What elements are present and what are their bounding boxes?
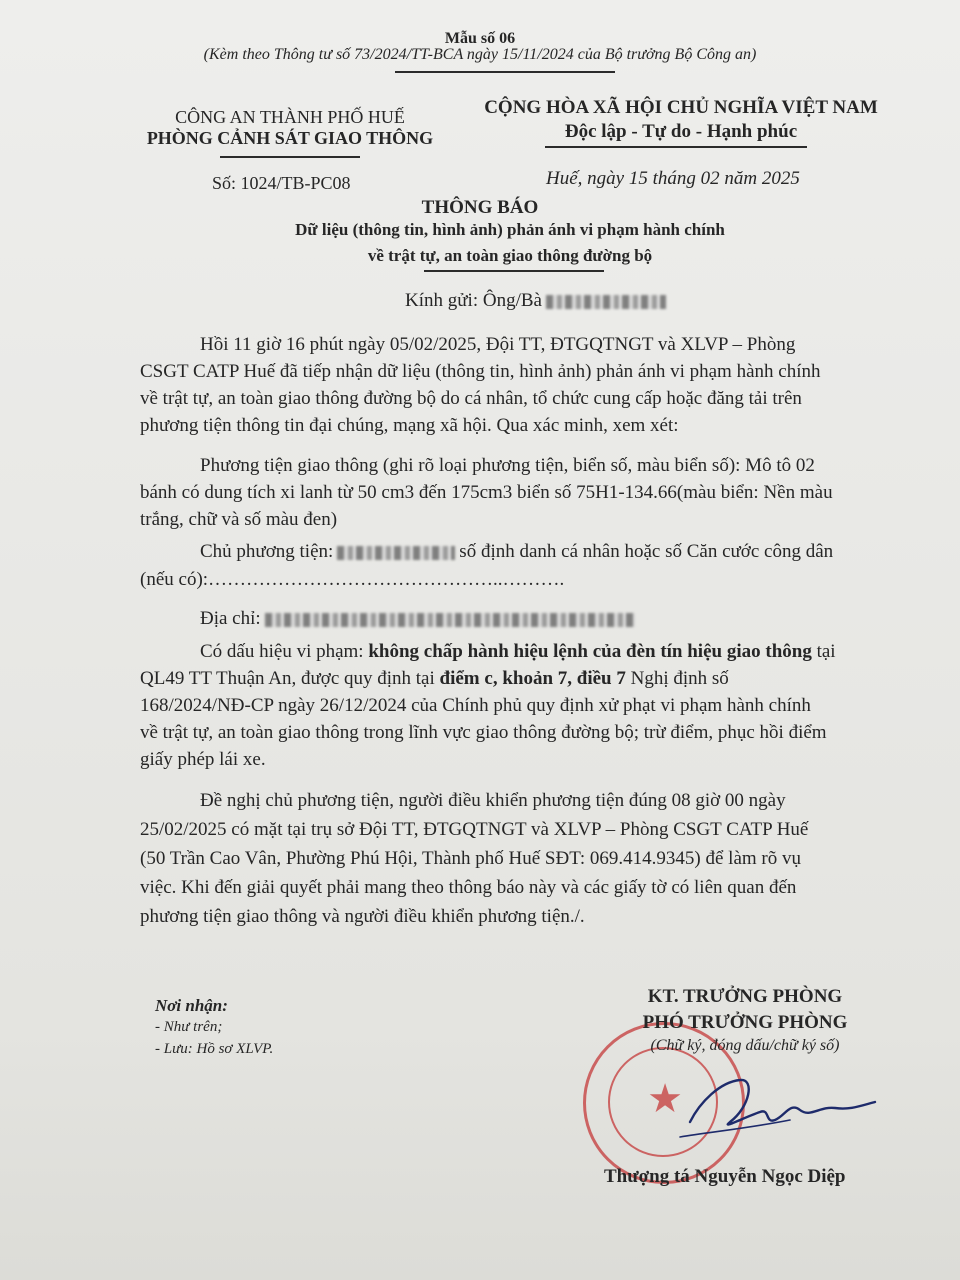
paragraph-line: (50 Trần Cao Vân, Phường Phú Hội, Thành phố Huế SĐT: 069.414.9345) để làm rõ vụ (140, 848, 801, 869)
violation-description: không chấp hành hiệu lệnh của đèn tín hiệu giao thông (368, 641, 812, 662)
paragraph-line: Đề nghị chủ phương tiện, người điều khiển phương tiện đúng 08 giờ 00 ngày (200, 790, 786, 811)
violation-article: điểm c, khoản 7, điều 7 (439, 668, 626, 689)
signature-note: (Chữ ký, đóng dấu/chữ ký số) (650, 1037, 840, 1054)
signature-title: KT. TRƯỞNG PHÒNG (647, 986, 843, 1007)
paragraph-line: về trật tự, an toàn giao thông đường bộ do cá nhân, tổ chức cung cấp hoặc đăng tải trên (140, 388, 802, 409)
violation-label: Có dấu hiệu vi phạm: (200, 641, 364, 662)
paragraph-line: phương tiện thông tin đại chúng, mạng xã hội. Qua xác minh, xem xét: (140, 415, 679, 436)
redacted-owner (337, 546, 455, 560)
signature-subtitle: PHÓ TRƯỞNG PHÒNG (642, 1012, 848, 1033)
divider (395, 71, 615, 73)
divider (220, 156, 360, 158)
document-subtitle-2: về trật tự, an toàn giao thông đường bộ (367, 246, 653, 265)
paragraph-line: phương tiện giao thông và người điều khiển phương tiện./. (140, 906, 585, 927)
violation-line (140, 668, 900, 690)
redacted-address (265, 613, 635, 627)
paragraph-line: 25/02/2025 có mặt tại trụ sở Đội TT, ĐTGQTNGT và XLVP – Phòng CSGT CATP Huế (140, 819, 809, 840)
document-subtitle-1: Dữ liệu (thông tin, hình ảnh) phản ánh vi phạm hành chính (295, 220, 725, 239)
form-number: Mẫu số 06 (444, 30, 516, 47)
star-icon: ★ (647, 1076, 683, 1121)
redacted-name (546, 295, 666, 309)
paragraph-line: giấy phép lái xe. (140, 749, 266, 770)
recipients-title: Nơi nhận: (155, 996, 228, 1015)
owner-line (140, 541, 900, 563)
paragraph-line: 168/2024/NĐ-CP ngày 26/12/2024 của Chính phủ quy định xử phạt vi phạm hành chính (140, 695, 811, 716)
address-line (140, 608, 900, 630)
violation-tail: tại (816, 641, 836, 662)
document-title: THÔNG BÁO (421, 197, 539, 218)
paragraph-line: bánh có dung tích xi lanh từ 50 cm3 đến 175cm3 biển số 75H1-134.66(màu biển: Nền màu (140, 482, 833, 503)
recipient-item: - Như trên; (155, 1019, 223, 1035)
signer-name: Thượng tá Nguyễn Ngọc Diệp (604, 1166, 846, 1187)
owner-label: Chủ phương tiện: (200, 541, 334, 562)
paragraph-line: việc. Khi đến giải quyết phải mang theo thông báo này và các giấy tờ có liên quan đến (140, 877, 797, 898)
nation-motto: Độc lập - Tự do - Hạnh phúc (564, 121, 798, 142)
violation-location: QL49 TT Thuận An, được quy định tại (140, 668, 435, 689)
owner-suffix: số định danh cá nhân hoặc số Căn cước công dân (459, 541, 834, 562)
paragraph-line: về trật tự, an toàn giao thông trong lĩnh vực giao thông đường bộ; trừ điểm, phục hồi điểm (140, 722, 827, 743)
recipient-item: - Lưu: Hồ sơ XLVP. (155, 1041, 274, 1057)
owner-id-line: (nếu có):………………………………………..………. (140, 569, 565, 590)
nation-name: CỘNG HÒA XÃ HỘI CHỦ NGHĨA VIỆT NAM (484, 97, 878, 118)
paragraph-line: Phương tiện giao thông (ghi rõ loại phương tiện, biển số, màu biển số): Mô tô 02 (200, 455, 815, 476)
violation-decree-label: Nghị định số (630, 668, 729, 689)
place-date: Huế, ngày 15 tháng 02 năm 2025 (546, 168, 800, 189)
address-label: Địa chỉ: (200, 608, 261, 629)
paragraph-line: Hồi 11 giờ 16 phút ngày 05/02/2025, Đội TT, ĐTGQTNGT và XLVP – Phòng (200, 334, 796, 355)
document-number: Số: 1024/TB-PC08 (212, 173, 351, 193)
handwritten-signature (660, 1062, 880, 1152)
violation-line (140, 641, 900, 663)
circular-reference: (Kèm theo Thông tư số 73/2024/TT-BCA ngày 15/11/2024 của Bộ trưởng Bộ Công an) (203, 46, 757, 63)
paragraph-line: trắng, chữ và số màu đen) (140, 509, 338, 530)
salutation-label: Kính gửi: Ông/Bà (405, 290, 542, 311)
agency-name: PHÒNG CẢNH SÁT GIAO THÔNG (146, 128, 434, 148)
divider (424, 270, 604, 272)
divider (545, 146, 807, 148)
salutation (405, 290, 670, 312)
paragraph-line: CSGT CATP Huế đã tiếp nhận dữ liệu (thông tin, hình ảnh) phản ánh vi phạm hành chính (140, 361, 821, 382)
agency-parent: CÔNG AN THÀNH PHỐ HUẾ (175, 107, 405, 127)
